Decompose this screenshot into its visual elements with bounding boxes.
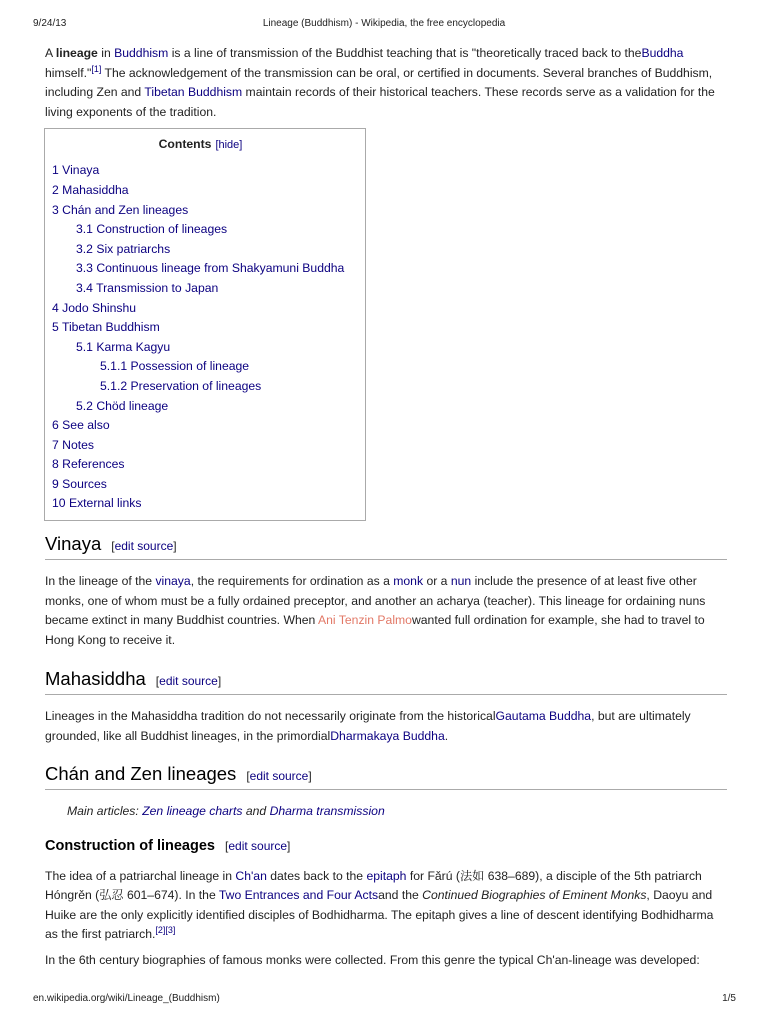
table-of-contents <box>44 128 366 521</box>
link-dharma-transmission[interactable]: Dharma transmission <box>269 803 385 818</box>
link-buddhism[interactable]: Buddhism <box>114 46 169 60</box>
link-tibetan-buddhism[interactable]: Tibetan Buddhism <box>144 85 243 100</box>
toc-item[interactable]: 5.1.2 Preservation of lineages <box>100 378 262 393</box>
toc-item[interactable]: 3.1 Construction of lineages <box>76 222 228 237</box>
section-heading-chan-zen: Chán and Zen lineages [edit source] <box>45 761 727 790</box>
ref-1[interactable]: [1] <box>91 63 102 74</box>
toc-item[interactable]: 5.2 Chöd lineage <box>76 398 169 413</box>
link-vinaya[interactable]: vinaya <box>155 574 191 589</box>
toc-item[interactable]: 5.1.1 Possession of lineage <box>100 359 250 374</box>
toc-item[interactable]: 5.1 Karma Kagyu <box>76 339 171 354</box>
edit-source-link[interactable]: [edit source] <box>155 674 222 689</box>
toc-hide-toggle[interactable]: [hide] <box>215 139 243 152</box>
section-heading-mahasiddha: Mahasiddha [edit source] <box>45 666 727 695</box>
toc-item[interactable]: 8 References <box>52 457 125 472</box>
toc-item[interactable]: 3.3 Continuous lineage from Shakyamuni Buddha <box>76 261 345 276</box>
construction-paragraph-1: The idea of a patriarchal lineage in Ch'an dates back to the epitaph for Fǎrú (法如 638–689), a disciple of the 5th patriarch Hóngrěn (弘忍 601–674). In the Two Entrances and Four Actsand the Continued Biographies of Eminent Monks, Daoyu and Huike are the only explicitly identified disciples of Bodhidharma. The epitaph gives a line of descent identifying Bodhidharma as the first patriarch.[2][3] <box>45 868 714 942</box>
toc-item[interactable]: 6 See also <box>52 418 110 433</box>
ref-2-3[interactable]: [2][3] <box>155 925 176 936</box>
link-two-entrances[interactable]: Two Entrances and Four Acts <box>218 888 379 903</box>
intro-bold-term: lineage <box>55 46 98 60</box>
toc-title: Contents [hide] <box>158 137 243 152</box>
link-dharmakaya-buddha[interactable]: Dharmakaya Buddha <box>330 729 445 744</box>
toc-item[interactable]: 3 Chán and Zen lineages <box>52 202 189 217</box>
print-header <box>0 18 768 32</box>
mahasiddha-paragraph: Lineages in the Mahasiddha tradition do not necessarily originate from the historicalGautama Buddha, but are ultimately grounded, like all Buddhist lineages, in the primordialDharmakaya Buddha. <box>45 709 691 744</box>
section-heading-vinaya: Vinaya [edit source] <box>45 531 727 560</box>
toc-item[interactable]: 3.4 Transmission to Japan <box>76 280 219 295</box>
print-title: Lineage (Buddhism) - Wikipedia, the free encyclopedia <box>262 18 506 29</box>
toc-item[interactable]: 7 Notes <box>52 437 95 452</box>
link-nun[interactable]: nun <box>450 574 472 589</box>
print-page-number: 1/5 <box>722 993 736 1004</box>
toc-item[interactable]: 2 Mahasiddha <box>52 182 129 197</box>
link-ani-tenzin-palmo[interactable]: Ani Tenzin Palmo <box>318 613 412 628</box>
subsection-heading-construction: Construction of lineages [edit source] <box>45 837 291 854</box>
link-epitaph[interactable]: epitaph <box>366 868 407 883</box>
print-date: 9/24/13 <box>33 18 67 29</box>
link-monk[interactable]: monk <box>393 574 424 589</box>
intro-paragraph: A lineage in Buddhism is a line of transmission of the Buddhist teaching that is "theoretically traced back to theBuddha himself."[1] The acknowledgement of the transmission can be oral, or certified in documents. Several branches of Buddhism, including Zen and Tibetan Buddhism maintain records of their historical teachers. These records serve as a validation for the living exponents of the tradition. <box>45 46 715 119</box>
article-content <box>45 44 727 977</box>
toc-item[interactable]: 4 Jodo Shinshu <box>52 300 137 315</box>
construction-paragraph-2: In the 6th century biographies of famous monks were collected. From this genre the typical Ch'an-lineage was developed: <box>45 953 700 967</box>
toc-item[interactable]: 9 Sources <box>52 476 107 491</box>
edit-source-link[interactable]: [edit source] <box>111 539 177 554</box>
toc-item[interactable]: 1 Vinaya <box>52 163 100 178</box>
toc-item[interactable]: 3.2 Six patriarchs <box>76 241 171 256</box>
edit-source-link[interactable]: [edit source] <box>246 768 312 783</box>
toc-list <box>52 161 365 514</box>
link-chan[interactable]: Ch'an <box>235 868 267 883</box>
vinaya-paragraph: In the lineage of the vinaya, the requirements for ordination as a monk or a nun include the presence of at least five other monks, one of whom must be a fully ordained preceptor, and another an acharya (teacher). This lineage for ordaining nuns became extinct in many Buddhist countries. When Ani Tenzin Palmowanted full ordination for example, she had to travel to Hong Kong to receive it. <box>45 574 706 647</box>
main-articles-note: Main articles: Zen lineage charts and Dharma transmission <box>67 803 385 818</box>
link-buddha[interactable]: Buddha <box>641 46 684 60</box>
print-url: en.wikipedia.org/wiki/Lineage_(Buddhism) <box>33 993 220 1004</box>
toc-item[interactable]: 10 External links <box>52 496 142 511</box>
link-gautama-buddha[interactable]: Gautama Buddha <box>495 709 592 724</box>
toc-item[interactable]: 5 Tibetan Buddhism <box>52 320 160 335</box>
link-zen-lineage-charts[interactable]: Zen lineage charts <box>142 803 243 818</box>
edit-source-link[interactable]: [edit source] <box>225 838 291 853</box>
